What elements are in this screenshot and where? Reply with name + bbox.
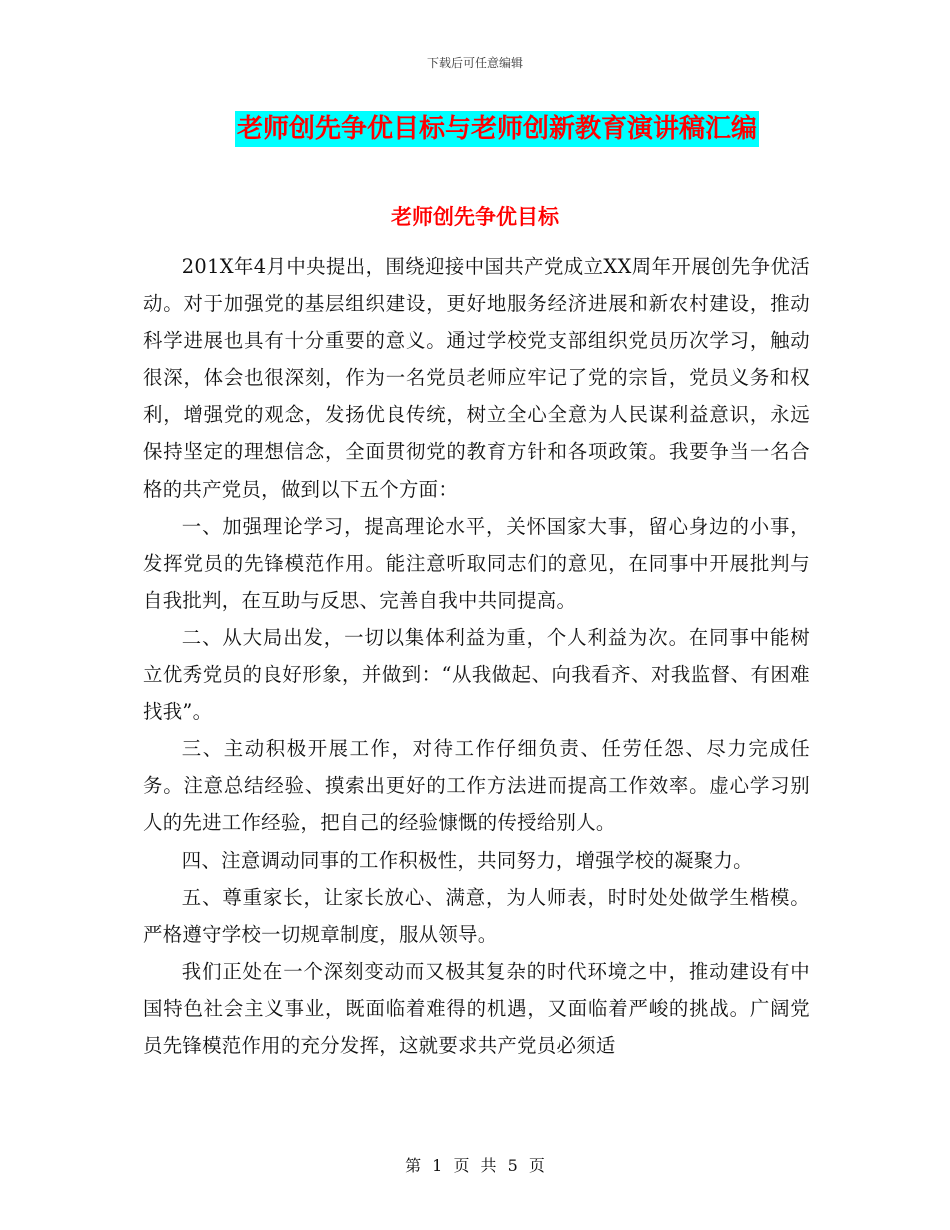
paragraph: 201X年4月中央提出，围绕迎接中国共产党成立XX周年开展创先争优活动。对于加强党的基层组织建设，更好地服务经济进展和新农村建设，推动科学进展也具有十分重要的意义。通过学校党支部组织党员历次学习，触动很深，体会也很深刻，作为一名党员老师应牢记了党的宗旨，党员义务和权利，增强党的观念，发扬优良传统，树立全心全意为人民谋利益意识，永远保持坚定的理想信念，全面贯彻党的教育方针和各项政策。我要争当一名合格的共产党员，做到以下五个方面：: [143, 255, 810, 501]
paragraph: 二、从大局出发，一切以集体利益为重，个人利益为次。在同事中能树立优秀党员的良好形象，并做到：“从我做起、向我看齐、对我监督、有困难找我”。: [143, 625, 810, 724]
paragraph: 四、注意调动同事的工作积极性，共同努力，增强学校的凝聚力。: [181, 848, 753, 872]
paragraph: 五、尊重家长，让家长放心、满意，为人师表，时时处处做学生楷模。严格遵守学校一切规章制度，服从领导。: [143, 885, 810, 946]
paragraph: 三、主动积极开展工作，对待工作仔细负责、任劳任怨、尽力完成任务。注意总结经验、摸索出更好的工作方法进而提高工作效率。虚心学习别人的先进工作经验，把自己的经验慷慨的传授给别人。: [143, 737, 810, 835]
section-title: 老师创先争优目标: [391, 205, 559, 229]
paragraph: 我们正处在一个深刻变动而又极其复杂的时代环境之中，推动建设有中国特色社会主义事业，既面临着难得的机遇，又面临着严峻的挑战。广阔党员先锋模范作用的充分发挥，这就要求共产党员必须适: [143, 959, 810, 1057]
main-title-container: [0, 111, 950, 147]
header-note: 下载后可任意编辑: [426, 56, 523, 70]
paragraph: 一、加强理论学习，提高理论水平，关怀国家大事，留心身边的小事，发挥党员的先锋模范作用。能注意听取同志们的意见，在同事中开展批判与自我批判，在互助与反思、完善自我中共同提高。: [143, 514, 810, 612]
main-title: 老师创先争优目标与老师创新教育演讲稿汇编: [235, 111, 759, 147]
page-number-footer: 第 1 页 共 5 页: [405, 1156, 545, 1175]
body-text: [143, 248, 810, 1064]
